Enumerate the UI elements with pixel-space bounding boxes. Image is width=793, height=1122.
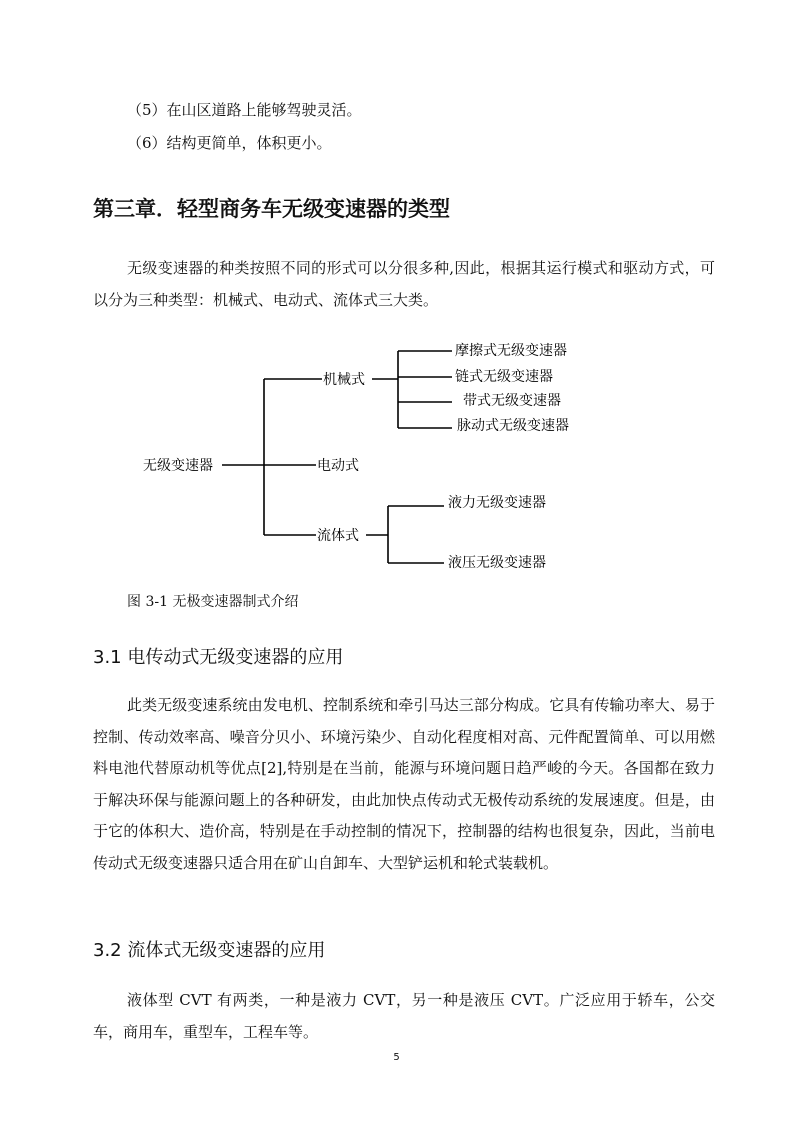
diagram-root-label: 无级变速器: [143, 458, 213, 474]
list-item-5: （5）在山区道路上能够驾驶灵活。: [127, 101, 362, 119]
leaf-hydrostatic-cvt: 液压无级变速器: [448, 555, 546, 571]
leaf-hydrodynamic-cvt: 液力无级变速器: [448, 495, 546, 511]
section-3-1-title: 3.1 电传动式无级变速器的应用: [93, 647, 344, 668]
list-item-6: （6）结构更简单，体积更小。: [127, 134, 332, 152]
leaf-friction-cvt: 摩擦式无级变速器: [455, 343, 567, 359]
intro-paragraph: 无级变速器的种类按照不同的形式可以分很多种,因此，根据其运行模式和驱动方式，可以分为三种类型：机械式、电动式、流体式三大类。: [93, 259, 715, 309]
figure-caption: 图 3-1 无极变速器制式介绍: [127, 594, 299, 610]
page-number: 5: [393, 1052, 400, 1063]
branch-fluid-label: 流体式: [317, 528, 359, 544]
branch-electric-label: 电动式: [317, 458, 359, 474]
leaf-chain-cvt: 链式无级变速器: [455, 369, 553, 385]
section-3-2-title: 3.2 流体式无级变速器的应用: [93, 940, 326, 961]
leaf-belt-cvt: 带式无级变速器: [463, 393, 561, 409]
chapter-title: 第三章．轻型商务车无级变速器的类型: [93, 197, 450, 221]
cvt-classification-diagram: [0, 335, 793, 595]
leaf-pulse-cvt: 脉动式无级变速器: [457, 418, 569, 434]
branch-mechanical-label: 机械式: [323, 372, 365, 388]
section-3-2-body: 液体型 CVT 有两类，一种是液力 CVT，另一种是液压 CVT。广泛应用于轿车，公交车，商用车，重型车，工程车等。: [93, 991, 715, 1041]
section-3-1-body: 此类无级变速系统由发电机、控制系统和牵引马达三部分构成。它具有传输功率大、易于控制、传动效率高、噪音分贝小、环境污染少、自动化程度相对高、元件配置简单、可以用燃料电池代替原动机等优点[2],特别是在当前，能源与环境问题日趋严峻的今天。各国都在致力于解决环保与能源问题上的各种研发，由此加快点传动式无极传动系统的发展速度。但是，由于它的体积大、造价高，特别是在手动控制的情况下，控制器的结构也很复杂，因此，当前电传动式无级变速器只适合用在矿山自卸车、大型铲运机和轮式装载机。: [93, 696, 715, 872]
